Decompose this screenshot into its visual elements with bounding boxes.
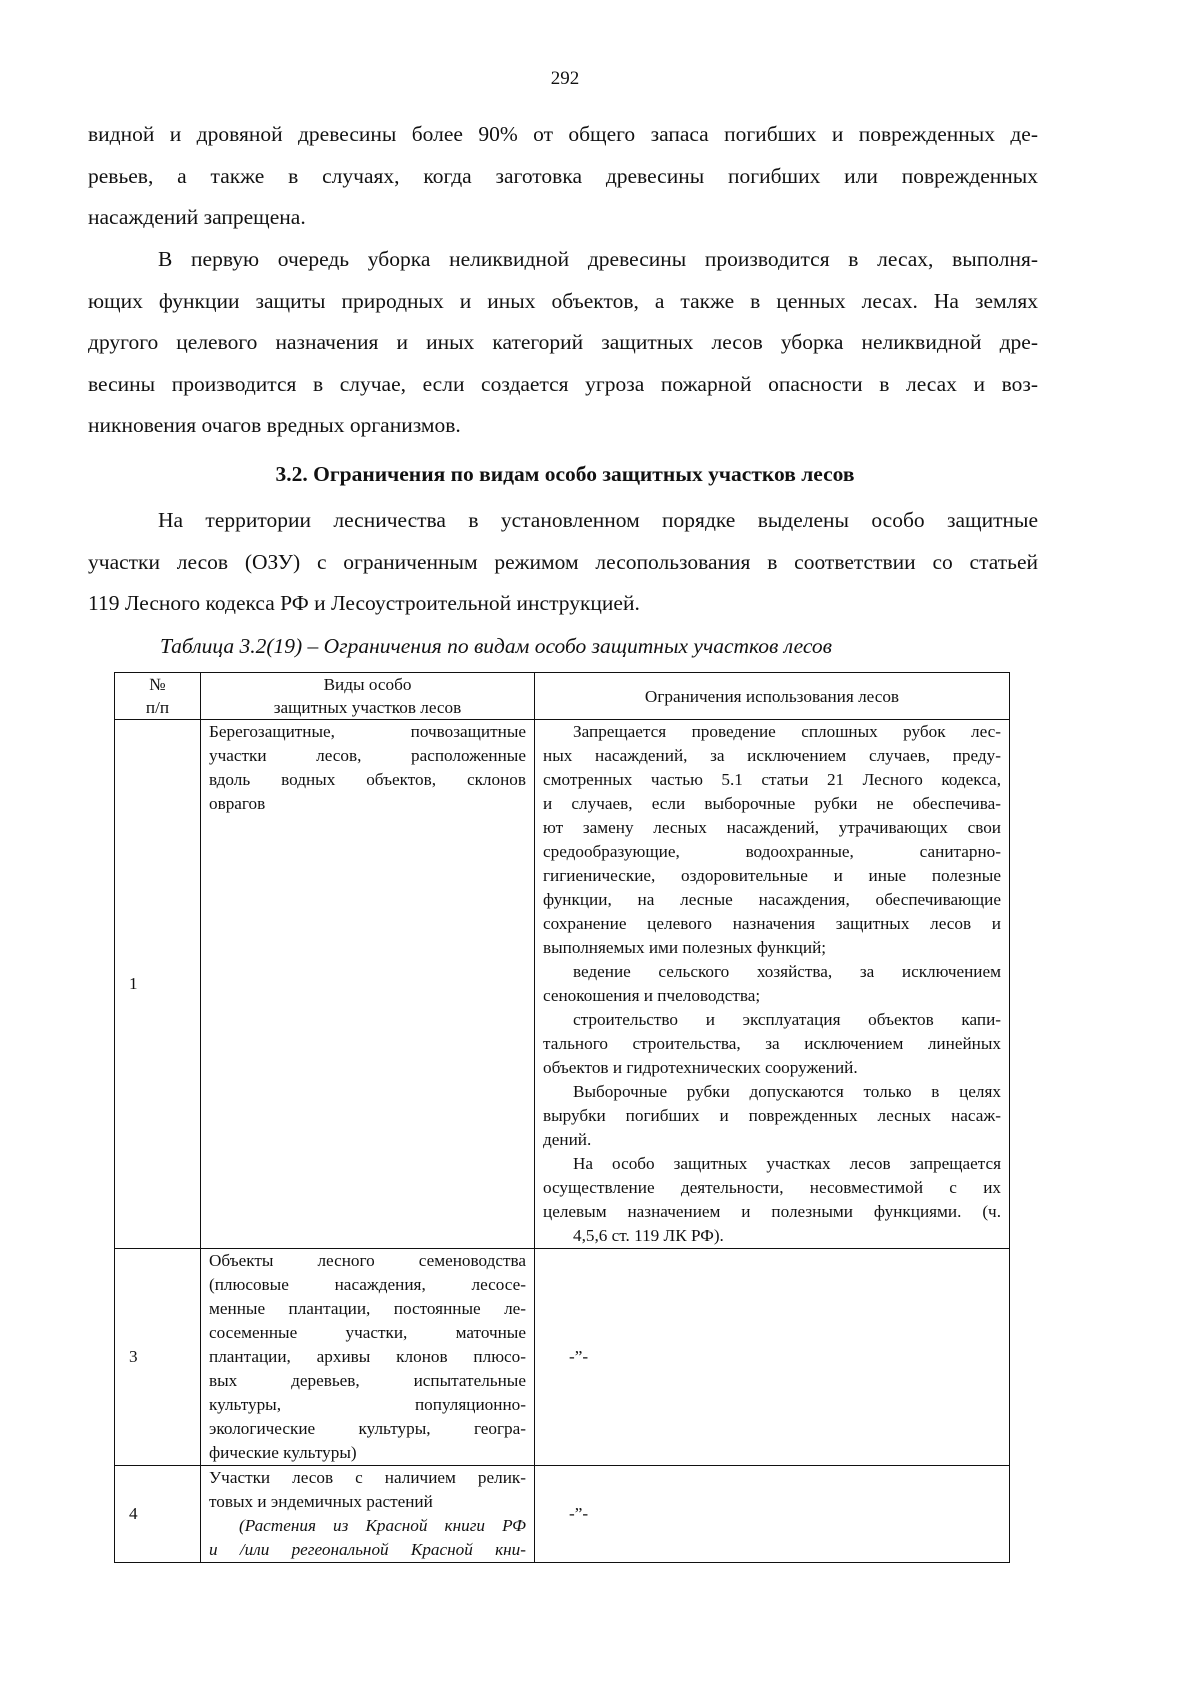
cell-line: строительство и эксплуатация объектов капи- — [573, 1010, 1001, 1029]
header-restrictions: Ограничения использования лесов — [535, 673, 1010, 720]
row-restrictions: -”- — [535, 1466, 1010, 1563]
paragraph-line: участки лесов (ОЗУ) с ограниченным режимом лесопользования в соответствии со статьей — [88, 549, 1038, 574]
cell-line: смотренных частью 5.1 статьи 21 Лесного кодекса, — [543, 770, 1001, 789]
cell-line: вых деревьев, испытательные — [209, 1371, 526, 1390]
paragraph-line: 119 Лесного кодекса РФ и Лесоустроительной инструкцией. — [88, 591, 640, 616]
row-number: 3 — [115, 1249, 201, 1466]
section-heading: 3.2. Ограничения по видам особо защитных участков лесов — [275, 462, 855, 486]
paragraph-line: ющих функции защиты природных и иных объектов, а также в ценных лесах. На землях — [88, 288, 1038, 313]
cell-line: фические культуры) — [209, 1443, 357, 1462]
cell-line: Запрещается проведение сплошных рубок лес- — [573, 722, 1001, 741]
cell-line: тального строительства, за исключением линейных — [543, 1034, 1001, 1053]
paragraph-ozu — [88, 500, 1038, 625]
table-caption: Таблица 3.2(19) – Ограничения по видам особо защитных участков лесов — [160, 634, 833, 658]
cell-line: выполняемых ими полезных функций; — [543, 938, 827, 957]
header-type-line1: Виды особо — [323, 675, 412, 694]
cell-line: функции, на лесные насаждения, обеспечивающие — [543, 890, 1001, 909]
cell-line: (плюсовые насаждения, лесосе- — [209, 1275, 526, 1294]
paragraph-cleanup — [88, 239, 1038, 447]
cell-line: целевым назначением и полезными функциями. (ч. — [543, 1202, 1001, 1221]
cell-line: ведение сельского хозяйства, за исключением — [573, 962, 1001, 981]
paragraph-line: никновения очагов вредных организмов. — [88, 413, 461, 438]
cell-line: сохранение целевого назначения защитных лесов и — [543, 914, 1001, 933]
paragraph-continuation — [88, 114, 1038, 239]
paragraph-line: На территории лесничества в установленном порядке выделены особо защитные — [158, 508, 1038, 532]
restrictions-table — [114, 672, 1010, 1563]
table-header-row — [115, 673, 1010, 720]
cell-line: дений. — [543, 1130, 592, 1149]
cell-line: оврагов — [209, 794, 266, 813]
header-number — [115, 673, 201, 720]
paragraph-line: видной и дровяной древесины более 90% от общего запаса погибших и поврежденных де- — [88, 122, 1038, 146]
header-type — [201, 673, 535, 720]
cell-line: экологические культуры, геогра- — [209, 1419, 526, 1438]
cell-line: ных насаждений, за исключением случаев, преду- — [543, 746, 1001, 765]
cell-line: менные плантации, постоянные ле- — [209, 1299, 526, 1318]
cell-line: участки лесов, расположенные — [209, 746, 526, 765]
paragraph-line: В первую очередь уборка неликвидной древесины производится в лесах, выполня- — [158, 247, 1038, 271]
cell-line: (Растения из Красной книги РФ — [239, 1516, 526, 1535]
cell-line: сенокошения и пчеловодства; — [543, 986, 761, 1005]
cell-line: 4,5,6 ст. 119 ЛК РФ). — [573, 1226, 724, 1245]
page-number: 292 — [550, 68, 580, 89]
cell-line: Выборочные рубки допускаются только в целях — [573, 1082, 1001, 1101]
row-number: 4 — [115, 1466, 201, 1563]
cell-line: осуществление деятельности, несовместимой с их — [543, 1178, 1001, 1197]
header-number-line2: п/п — [145, 698, 170, 717]
cell-line: средообразующие, водоохранные, санитарно- — [543, 842, 1001, 861]
cell-line: объектов и гидротехнических сооружений. — [543, 1058, 858, 1077]
paragraph-line: ревьев, а также в случаях, когда заготовка древесины погибших или поврежденных — [88, 163, 1038, 188]
cell-line: и /или регеональной Красной кни- — [209, 1540, 526, 1559]
row-type — [201, 1466, 535, 1563]
row-number: 1 — [115, 720, 201, 1249]
cell-line: гигиенические, оздоровительные и иные полезные — [543, 866, 1001, 885]
table-row — [115, 1466, 1010, 1563]
cell-line: Объекты лесного семеноводства — [209, 1251, 526, 1270]
cell-line: На особо защитных участках лесов запрещается — [573, 1154, 1001, 1173]
cell-line: сосеменные участки, маточные — [209, 1323, 526, 1342]
table-row — [115, 1249, 1010, 1466]
cell-line: ют замену лесных насаждений, утрачивающих свои — [543, 818, 1001, 837]
cell-line: Участки лесов с наличием релик- — [209, 1468, 526, 1487]
row-restrictions: -”- — [535, 1249, 1010, 1466]
cell-line: товых и эндемичных растений — [209, 1492, 433, 1511]
row-restrictions — [535, 720, 1010, 1249]
cell-line: культуры, популяционно- — [209, 1395, 526, 1414]
cell-line: плантации, архивы клонов плюсо- — [209, 1347, 526, 1366]
cell-line: Берегозащитные, почвозащитные — [209, 722, 526, 741]
header-type-line2: защитных участков лесов — [273, 698, 462, 717]
cell-line: вдоль водных объектов, склонов — [209, 770, 526, 789]
table-row — [115, 720, 1010, 1249]
header-number-line1: № — [149, 675, 166, 694]
cell-line: вырубки погибших и поврежденных лесных насаж- — [543, 1106, 1001, 1125]
row-type — [201, 1249, 535, 1466]
paragraph-line: весины производится в случае, если создается угроза пожарной опасности в лесах и воз- — [88, 371, 1038, 396]
row-type — [201, 720, 535, 1249]
cell-line: и случаев, если выборочные рубки не обеспечива- — [543, 794, 1001, 813]
paragraph-line: насаждений запрещена. — [88, 205, 306, 230]
paragraph-line: другого целевого назначения и иных категорий защитных лесов уборка неликвидной дре- — [88, 330, 1038, 355]
